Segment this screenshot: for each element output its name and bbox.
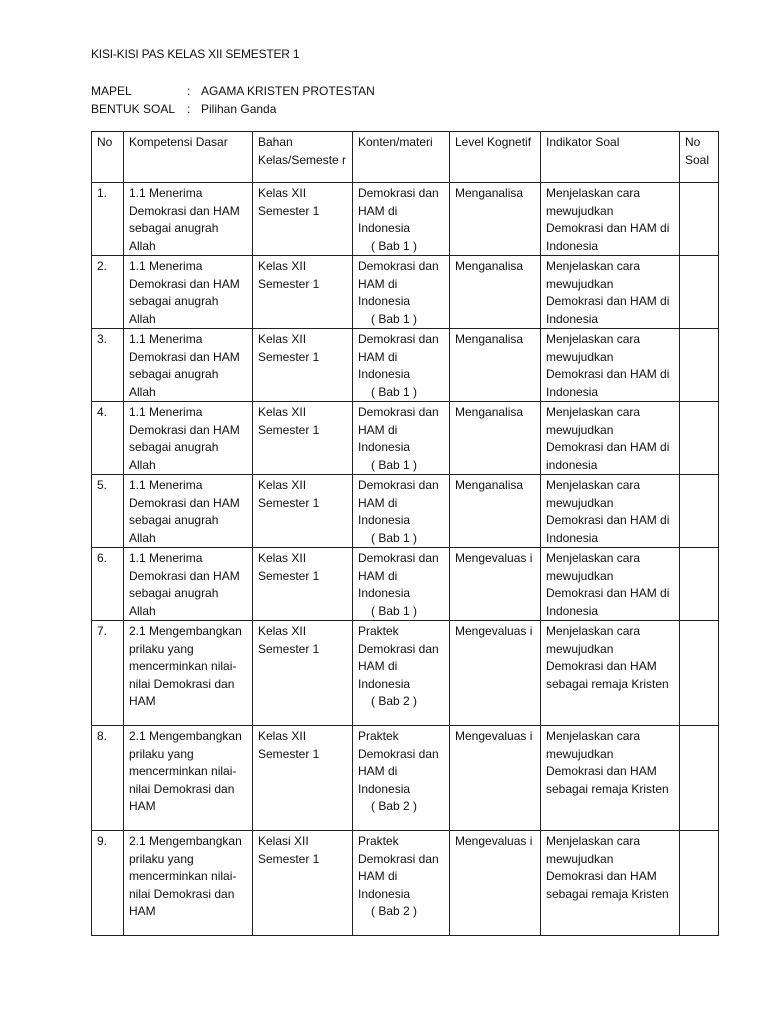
konten-bab: ( Bab 2 ) — [370, 799, 418, 813]
cell-indikator-soal: Menjelaskan cara mewujudkan Demokrasi dan HAM di Indonesia — [541, 256, 680, 329]
table-header-row — [92, 132, 719, 183]
meta-label: BENTUK SOAL — [91, 102, 176, 116]
document-title: KISI-KISI PAS KELAS XII SEMESTER 1 — [91, 47, 300, 61]
cell-konten — [353, 621, 450, 726]
cell-konten — [353, 402, 450, 475]
cell-bahan: Kelas XII Semester 1 — [253, 329, 353, 402]
cell-no: 3. — [92, 329, 124, 402]
cell-bahan: Kelas XII Semester 1 — [253, 402, 353, 475]
cell-no: 6. — [92, 548, 124, 621]
meta-label: MAPEL — [91, 84, 132, 98]
cell-no: 9. — [92, 831, 124, 936]
cell-kompetensi-dasar: 1.1 Menerima Demokrasi dan HAM sebagai anugrah Allah — [124, 256, 253, 329]
cell-indikator-soal: Menjelaskan cara mewujudkan Demokrasi dan HAM di Indonesia — [541, 183, 680, 256]
cell-kompetensi-dasar: 1.1 Menerima Demokrasi dan HAM sebagai anugrah Allah — [124, 329, 253, 402]
cell-indikator-soal: Menjelaskan cara mewujudkan Demokrasi dan HAM sebagai remaja Kristen — [541, 726, 680, 831]
cell-kompetensi-dasar: 1.1 Menerima Demokrasi dan HAM sebagai anugrah Allah — [124, 402, 253, 475]
cell-no-soal — [680, 402, 719, 475]
header-kompetensi-dasar: Kompetensi Dasar — [124, 132, 253, 183]
konten-text: Demokrasi dan HAM di Indonesia — [358, 478, 439, 527]
konten-text: Praktek Demokrasi dan HAM di Indonesia — [358, 624, 439, 691]
cell-indikator-soal: Menjelaskan cara mewujudkan Demokrasi dan HAM di Indonesia — [541, 329, 680, 402]
header-bahan: Bahan Kelas/Semeste r — [253, 132, 353, 183]
cell-indikator-soal: Menjelaskan cara mewujudkan Demokrasi dan HAM di Indonesia — [541, 475, 680, 548]
header-konten: Konten/materi — [353, 132, 450, 183]
cell-konten — [353, 831, 450, 936]
konten-text: Demokrasi dan HAM di Indonesia — [358, 405, 439, 454]
cell-kompetensi-dasar: 2.1 Mengembangkan prilaku yang mencerminkan nilai-nilai Demokrasi dan HAM — [124, 621, 253, 726]
cell-level-kognetif: Mengevaluas i — [450, 621, 541, 726]
cell-level-kognetif: Menganalisa — [450, 329, 541, 402]
cell-no-soal — [680, 831, 719, 936]
cell-indikator-soal: Menjelaskan cara mewujudkan Demokrasi dan HAM di indonesia — [541, 402, 680, 475]
kisi-kisi-table — [91, 131, 719, 936]
table-row — [92, 831, 719, 936]
cell-konten — [353, 329, 450, 402]
cell-kompetensi-dasar: 1.1 Menerima Demokrasi dan HAM sebagai anugrah Allah — [124, 475, 253, 548]
table-row — [92, 621, 719, 726]
cell-konten — [353, 548, 450, 621]
cell-no: 2. — [92, 256, 124, 329]
cell-level-kognetif: Menganalisa — [450, 475, 541, 548]
cell-no: 4. — [92, 402, 124, 475]
document-meta — [91, 82, 375, 118]
cell-level-kognetif: Menganalisa — [450, 256, 541, 329]
cell-level-kognetif: Mengevaluas i — [450, 548, 541, 621]
cell-no: 1. — [92, 183, 124, 256]
cell-indikator-soal: Menjelaskan cara mewujudkan Demokrasi dan HAM sebagai remaja Kristen — [541, 831, 680, 936]
cell-bahan: Kelas XII Semester 1 — [253, 621, 353, 726]
cell-no-soal — [680, 329, 719, 402]
cell-no-soal — [680, 548, 719, 621]
cell-no: 8. — [92, 726, 124, 831]
cell-no-soal — [680, 256, 719, 329]
meta-value: Pilihan Ganda — [201, 102, 277, 116]
konten-text: Praktek Demokrasi dan HAM di Indonesia — [358, 729, 439, 796]
cell-konten — [353, 726, 450, 831]
meta-value: AGAMA KRISTEN PROTESTAN — [201, 84, 375, 98]
cell-kompetensi-dasar: 1.1 Menerima Demokrasi dan HAM sebagai anugrah Allah — [124, 183, 253, 256]
konten-text: Demokrasi dan HAM di Indonesia — [358, 551, 439, 600]
cell-indikator-soal: Menjelaskan cara mewujudkan Demokrasi dan HAM di Indonesia — [541, 548, 680, 621]
meta-row-mapel — [91, 82, 375, 100]
cell-bahan: Kelas XII Semester 1 — [253, 726, 353, 831]
table-row — [92, 548, 719, 621]
meta-colon: : — [187, 84, 191, 98]
header-indikator-soal: Indikator Soal — [541, 132, 680, 183]
cell-konten — [353, 183, 450, 256]
konten-text: Demokrasi dan HAM di Indonesia — [358, 332, 439, 381]
cell-no: 7. — [92, 621, 124, 726]
cell-bahan: Kelas XII Semester 1 — [253, 256, 353, 329]
cell-konten — [353, 256, 450, 329]
konten-bab: ( Bab 1 ) — [370, 457, 418, 472]
meta-row-bentuk-soal — [91, 100, 375, 118]
table-row — [92, 475, 719, 548]
cell-level-kognetif: Menganalisa — [450, 402, 541, 475]
konten-bab: ( Bab 1 ) — [370, 238, 418, 253]
cell-no-soal — [680, 726, 719, 831]
konten-text: Praktek Demokrasi dan HAM di Indonesia — [358, 834, 439, 901]
cell-indikator-soal: Menjelaskan cara mewujudkan Demokrasi dan HAM sebagai remaja Kristen — [541, 621, 680, 726]
table-row — [92, 402, 719, 475]
cell-kompetensi-dasar: 2.1 Mengembangkan prilaku yang mencerminkan nilai-nilai Demokrasi dan HAM — [124, 726, 253, 831]
cell-no-soal — [680, 621, 719, 726]
cell-kompetensi-dasar: 2.1 Mengembangkan prilaku yang mencerminkan nilai-nilai Demokrasi dan HAM — [124, 831, 253, 936]
cell-bahan: Kelas XII Semester 1 — [253, 475, 353, 548]
konten-bab: ( Bab 2 ) — [370, 904, 418, 918]
header-level-kognetif: Level Kognetif — [450, 132, 541, 183]
konten-bab: ( Bab 1 ) — [370, 603, 418, 618]
cell-kompetensi-dasar: 1.1 Menerima Demokrasi dan HAM sebagai anugrah Allah — [124, 548, 253, 621]
cell-bahan: Kelasi XII Semester 1 — [253, 831, 353, 936]
cell-level-kognetif: Menganalisa — [450, 183, 541, 256]
header-no: No — [92, 132, 124, 183]
konten-text: Demokrasi dan HAM di Indonesia — [358, 259, 439, 308]
cell-bahan: Kelas XII Semester 1 — [253, 548, 353, 621]
cell-no: 5. — [92, 475, 124, 548]
cell-no-soal — [680, 183, 719, 256]
cell-bahan: Kelas XII Semester 1 — [253, 183, 353, 256]
konten-bab: ( Bab 1 ) — [370, 530, 418, 545]
konten-bab: ( Bab 1 ) — [370, 384, 418, 399]
table-body — [92, 183, 719, 936]
meta-colon: : — [187, 102, 191, 116]
konten-bab: ( Bab 2 ) — [370, 694, 418, 708]
cell-no-soal — [680, 475, 719, 548]
header-no-soal: No Soal — [680, 132, 719, 183]
cell-level-kognetif: Mengevaluas i — [450, 726, 541, 831]
konten-text: Demokrasi dan HAM di Indonesia — [358, 186, 439, 235]
table-row — [92, 726, 719, 831]
table-row — [92, 183, 719, 256]
table-row — [92, 256, 719, 329]
cell-level-kognetif: Mengevaluas i — [450, 831, 541, 936]
cell-konten — [353, 475, 450, 548]
konten-bab: ( Bab 1 ) — [370, 311, 418, 326]
table-row — [92, 329, 719, 402]
